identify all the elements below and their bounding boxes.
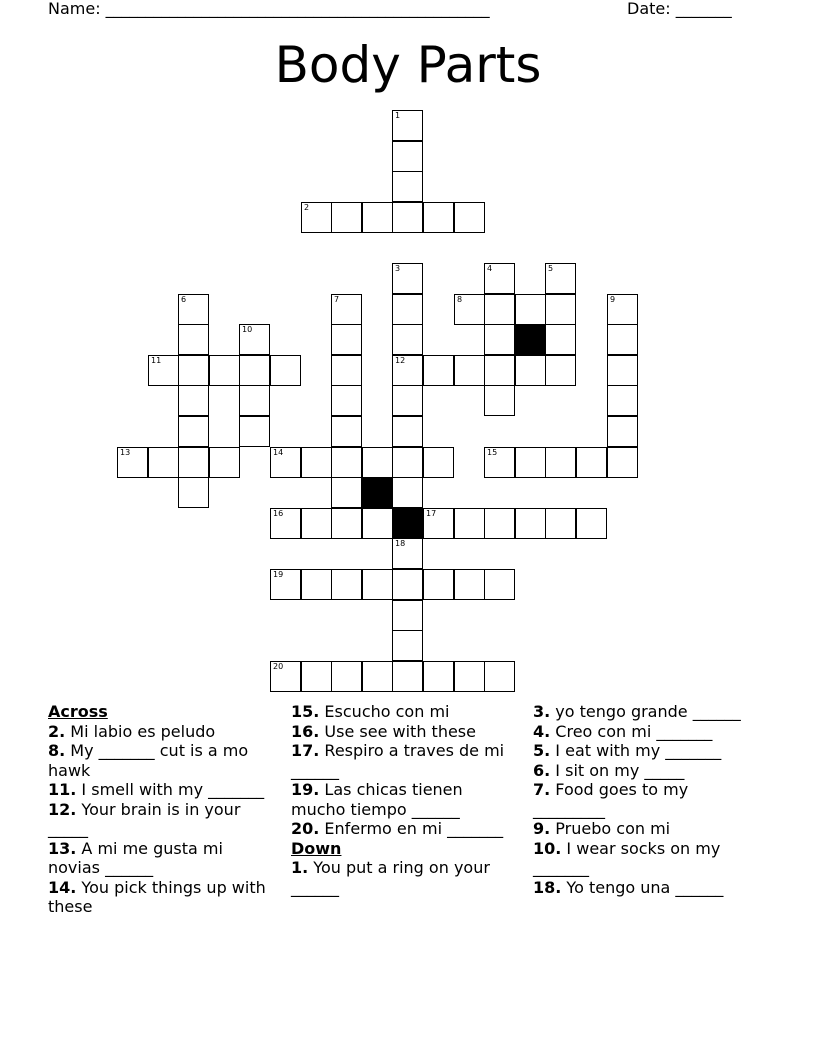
clue-number: 3.: [533, 702, 551, 721]
clue-number: 6.: [533, 760, 551, 780]
clue-list: [533, 702, 763, 897]
clue-item: [48, 878, 274, 917]
grid-cell[interactable]: [545, 294, 576, 325]
grid-cell[interactable]: [209, 447, 240, 478]
clue-list: [291, 858, 513, 897]
grid-cell[interactable]: [454, 294, 485, 325]
grid-cell[interactable]: [270, 569, 301, 600]
grid-cell[interactable]: [607, 385, 638, 416]
clue-item: [48, 722, 274, 742]
black-square: [515, 324, 546, 355]
clue-item: [291, 741, 513, 780]
grid-cell[interactable]: [423, 447, 454, 478]
clue-text: Use see with these: [319, 721, 476, 741]
clue-item: [533, 878, 763, 898]
grid-cell[interactable]: [331, 416, 362, 447]
grid-cell[interactable]: [270, 508, 301, 539]
grid-cell[interactable]: [484, 508, 515, 539]
grid-cell[interactable]: [392, 416, 423, 447]
grid-cell[interactable]: [423, 202, 454, 233]
grid-cell[interactable]: [576, 508, 607, 539]
grid-cell[interactable]: [270, 355, 301, 386]
cell-number: 9: [610, 295, 616, 304]
grid-cell[interactable]: [178, 355, 209, 386]
clue-text: I wear socks on my _______: [533, 838, 721, 877]
down-column-2: [533, 702, 763, 897]
clue-number: 8.: [48, 741, 66, 760]
grid-cell[interactable]: [392, 385, 423, 416]
grid-cell[interactable]: [301, 202, 332, 233]
grid-cell[interactable]: [239, 416, 270, 447]
cell-number: 5: [548, 264, 554, 273]
clue-number: 1.: [291, 858, 309, 877]
cell-number: 15: [487, 448, 498, 457]
grid-cell[interactable]: [607, 324, 638, 355]
grid-cell[interactable]: [148, 355, 179, 386]
grid-cell[interactable]: [301, 447, 332, 478]
clue-item: [48, 800, 274, 839]
clue-item: [291, 702, 513, 722]
grid-cell[interactable]: [178, 324, 209, 355]
cell-number: 20: [273, 662, 284, 671]
grid-cell[interactable]: [239, 355, 270, 386]
clue-item: [533, 819, 763, 839]
grid-cell[interactable]: [392, 263, 423, 294]
grid-cell[interactable]: [607, 447, 638, 478]
grid-cell[interactable]: [423, 569, 454, 600]
grid-cell[interactable]: [484, 569, 515, 600]
grid-cell[interactable]: [270, 447, 301, 478]
clue-text: yo tengo grande ______: [550, 702, 741, 721]
grid-cell[interactable]: [239, 324, 270, 355]
cell-number: 13: [120, 448, 131, 457]
clue-number: 16.: [291, 721, 320, 741]
grid-cell[interactable]: [454, 661, 485, 692]
grid-cell[interactable]: [362, 447, 393, 478]
cell-number: 10: [242, 325, 253, 334]
grid-cell[interactable]: [362, 661, 393, 692]
clue-text: Creo con mi _______: [550, 721, 713, 741]
grid-cell[interactable]: [515, 447, 546, 478]
clue-number: 7.: [533, 780, 551, 799]
clue-text: I smell with my _______: [76, 780, 265, 799]
grid-cell[interactable]: [392, 171, 423, 202]
cell-number: 17: [426, 509, 437, 518]
grid-cell[interactable]: [515, 294, 546, 325]
grid-cell[interactable]: [331, 385, 362, 416]
grid-cell[interactable]: [178, 447, 209, 478]
grid-cell[interactable]: [484, 324, 515, 355]
clue-item: [48, 839, 274, 878]
clue-item: [291, 780, 513, 819]
grid-cell[interactable]: [301, 569, 332, 600]
grid-cell[interactable]: [362, 569, 393, 600]
grid-cell[interactable]: [392, 661, 423, 692]
clue-item: [533, 839, 763, 878]
grid-cell[interactable]: [331, 569, 362, 600]
grid-cell[interactable]: [178, 477, 209, 508]
grid-cell[interactable]: [331, 447, 362, 478]
grid-cell[interactable]: [362, 202, 393, 233]
grid-cell[interactable]: [270, 661, 301, 692]
clue-item: [291, 722, 513, 742]
clue-number: 19.: [291, 780, 320, 799]
grid-cell[interactable]: [484, 263, 515, 294]
across-heading: Across: [48, 702, 108, 721]
grid-cell[interactable]: [454, 355, 485, 386]
grid-cell[interactable]: [607, 294, 638, 325]
clue-number: 20.: [291, 819, 320, 838]
clue-item: [533, 780, 763, 819]
cell-number: 4: [487, 264, 493, 273]
cell-number: 18: [395, 539, 406, 548]
clue-item: [48, 780, 274, 800]
cell-number: 16: [273, 509, 284, 518]
grid-cell[interactable]: [392, 324, 423, 355]
clue-item: [533, 741, 763, 761]
cell-number: 11: [151, 356, 162, 365]
clue-column-2: [291, 702, 513, 897]
grid-cell[interactable]: [454, 569, 485, 600]
cell-number: 19: [273, 570, 284, 579]
clue-text: Respiro a traves de mi ______: [291, 741, 505, 780]
grid-cell[interactable]: [454, 202, 485, 233]
across-column-1: [48, 702, 274, 917]
clue-text: My _______ cut is a mo hawk: [48, 741, 249, 780]
grid-cell[interactable]: [515, 508, 546, 539]
name-line[interactable]: Name: ________________________________________________: [48, 0, 490, 18]
grid-cell[interactable]: [117, 447, 148, 478]
page-title: Body Parts: [274, 36, 542, 94]
grid-cell[interactable]: [545, 324, 576, 355]
cell-number: 6: [181, 295, 187, 304]
date-line[interactable]: Date: _______: [627, 0, 732, 18]
clue-number: 11.: [48, 780, 77, 799]
clue-number: 15.: [291, 702, 320, 721]
clue-number: 5.: [533, 741, 551, 760]
cell-number: 1: [395, 111, 401, 120]
grid-cell[interactable]: [423, 508, 454, 539]
grid-cell[interactable]: [239, 385, 270, 416]
cell-number: 14: [273, 448, 284, 457]
clue-list: [291, 702, 513, 839]
grid-cell[interactable]: [301, 661, 332, 692]
clue-number: 12.: [48, 799, 77, 819]
grid-cell[interactable]: [454, 508, 485, 539]
grid-cell[interactable]: [607, 355, 638, 386]
clue-text: Enfermo en mi _______: [319, 819, 504, 838]
grid-cell[interactable]: [545, 508, 576, 539]
clue-text: Pruebo con mi: [550, 819, 671, 838]
clue-number: 2.: [48, 721, 66, 741]
grid-cell[interactable]: [423, 661, 454, 692]
cell-number: 2: [304, 203, 310, 212]
grid-cell[interactable]: [484, 294, 515, 325]
clue-text: Las chicas tienen mucho tiempo ______: [291, 780, 463, 819]
clue-text: I eat with my _______: [550, 741, 722, 760]
grid-cell[interactable]: [209, 355, 240, 386]
grid-cell[interactable]: [301, 508, 332, 539]
clue-number: 9.: [533, 819, 551, 838]
clue-text: You put a ring on your ______: [291, 858, 490, 897]
grid-cell[interactable]: [392, 477, 423, 508]
down-heading: Down: [291, 838, 342, 858]
clue-item: [291, 858, 513, 897]
grid-cell[interactable]: [331, 324, 362, 355]
grid-cell[interactable]: [392, 141, 423, 172]
grid-cell[interactable]: [392, 294, 423, 325]
clue-number: 10.: [533, 838, 562, 858]
grid-cell[interactable]: [392, 538, 423, 569]
grid-cell[interactable]: [392, 355, 423, 386]
grid-cell[interactable]: [484, 355, 515, 386]
clue-text: Your brain is in your _____: [48, 799, 241, 838]
grid-cell[interactable]: [545, 355, 576, 386]
grid-cell[interactable]: [392, 600, 423, 631]
grid-cell[interactable]: [392, 110, 423, 141]
clue-item: [533, 722, 763, 742]
grid-cell[interactable]: [392, 447, 423, 478]
grid-cell[interactable]: [484, 661, 515, 692]
clue-text: Escucho con mi: [319, 702, 450, 721]
grid-cell[interactable]: [392, 202, 423, 233]
cell-number: 8: [457, 295, 463, 304]
clue-number: 4.: [533, 721, 551, 741]
clue-item: [533, 761, 763, 781]
clue-text: Food goes to my _________: [533, 780, 689, 819]
grid-cell[interactable]: [178, 294, 209, 325]
grid-cell[interactable]: [178, 416, 209, 447]
clue-list: [48, 722, 274, 917]
cell-number: 12: [395, 356, 406, 365]
clue-item: [291, 819, 513, 839]
grid-cell[interactable]: [545, 263, 576, 294]
clue-text: I sit on my _____: [550, 760, 685, 780]
grid-cell[interactable]: [331, 508, 362, 539]
clue-number: 14.: [48, 877, 77, 897]
grid-cell[interactable]: [331, 294, 362, 325]
black-square: [392, 508, 423, 539]
grid-cell[interactable]: [178, 385, 209, 416]
grid-cell[interactable]: [331, 661, 362, 692]
clue-text: A mi me gusta mi novias ______: [48, 838, 223, 877]
cell-number: 3: [395, 264, 401, 273]
grid-cell[interactable]: [331, 477, 362, 508]
black-square: [362, 477, 393, 508]
grid-cell[interactable]: [331, 202, 362, 233]
grid-cell[interactable]: [392, 630, 423, 661]
grid-cell[interactable]: [576, 447, 607, 478]
grid-cell[interactable]: [484, 385, 515, 416]
grid-cell[interactable]: [607, 416, 638, 447]
grid-cell[interactable]: [545, 447, 576, 478]
clue-text: Mi labio es peludo: [65, 721, 216, 741]
grid-cell[interactable]: [392, 569, 423, 600]
grid-cell[interactable]: [484, 447, 515, 478]
clue-item: [533, 702, 763, 722]
clue-number: 13.: [48, 838, 77, 858]
clue-number: 18.: [533, 877, 562, 897]
grid-cell[interactable]: [515, 355, 546, 386]
clue-text: You pick things up with these: [48, 877, 266, 916]
grid-cell[interactable]: [331, 355, 362, 386]
grid-cell[interactable]: [423, 355, 454, 386]
clue-item: [48, 741, 274, 780]
clue-text: Yo tengo una ______: [561, 877, 724, 897]
grid-cell[interactable]: [362, 508, 393, 539]
grid-cell[interactable]: [148, 447, 179, 478]
cell-number: 7: [334, 295, 340, 304]
clue-number: 17.: [291, 741, 320, 760]
